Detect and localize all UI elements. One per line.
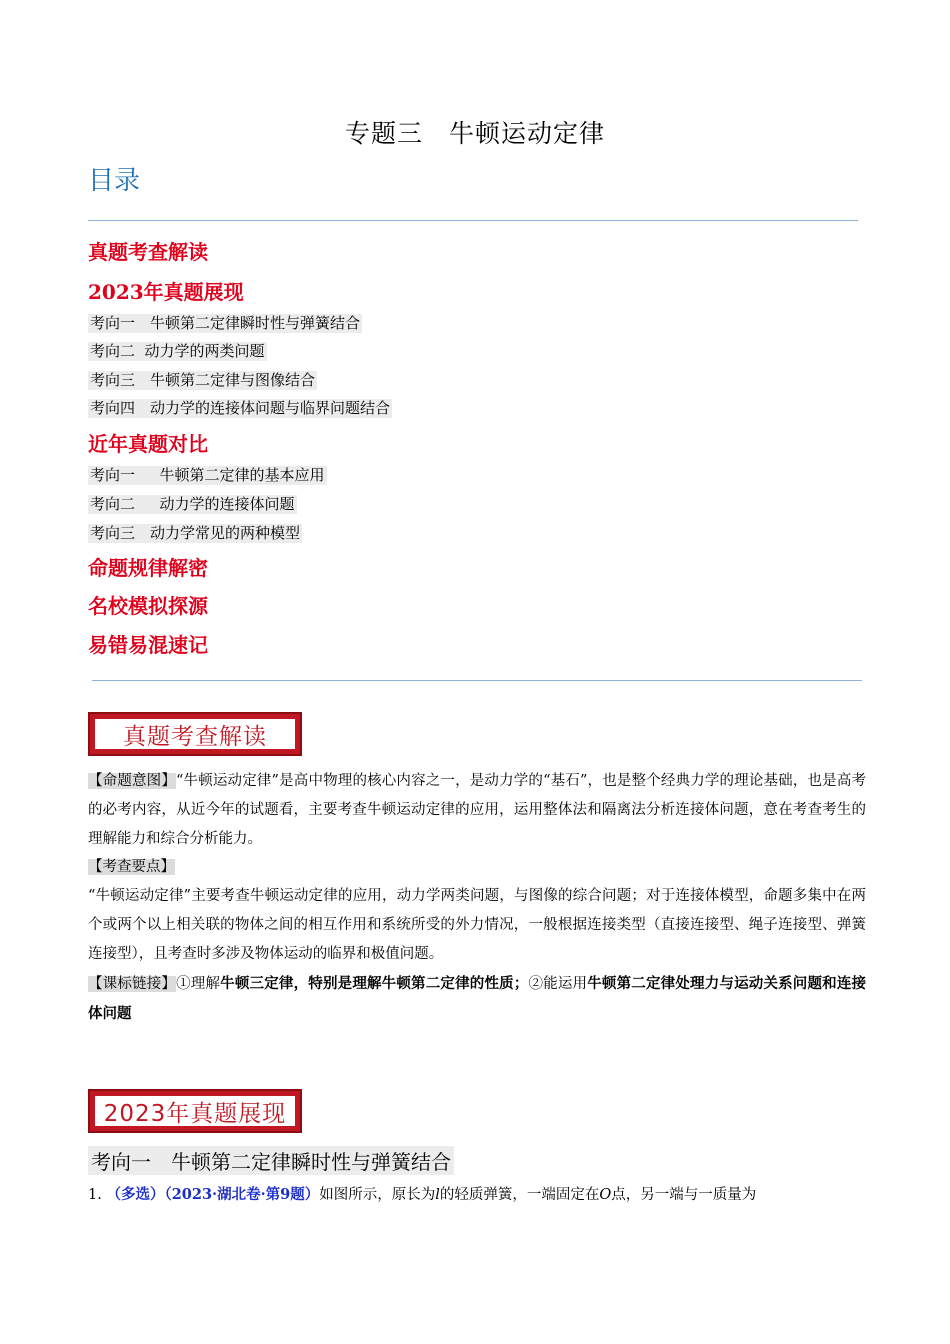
divider: [88, 220, 858, 221]
toc-heading: 目录: [88, 166, 141, 196]
question-number: 1.: [88, 1187, 102, 1203]
curriculum-bold: 牛顿第二定律处理力与运动关系问题和连接体问题: [88, 975, 867, 1022]
points-text: “牛顿运动定律”主要考查牛顿运动定律的应用，动力学两类问题，与图像的综合问题；对于连接体模型，命题多集中在两个或两个以上相关联的物体之间的相互作用和系统所受的外力情况，一般根据连接类型（直接连接型、绳子连接型、弹簧连接型），且考查时多涉及物体运动的临界和极值问题。: [88, 888, 866, 962]
question-text: 如图所示，原长为: [319, 1187, 436, 1203]
question-variable: O: [599, 1187, 612, 1203]
toc-section-4[interactable]: 命题规律解密: [88, 556, 208, 580]
question-text: 的轻质弹簧，一端固定在: [439, 1187, 600, 1203]
toc-section-2[interactable]: 2023年真题展现: [88, 280, 244, 304]
toc-item[interactable]: 考向一 牛顿第二定律的基本应用: [90, 466, 325, 484]
points-tag: 【考查要点】: [88, 859, 175, 875]
question-variable: l: [435, 1187, 440, 1203]
toc-item[interactable]: 考向二 动力学的连接体问题: [90, 495, 295, 513]
intent-text: “牛顿运动定律”是高中物理的核心内容之一，是动力学的“基石”，也是整个经典力学的理论基础，也是高考的必考内容，从近今年的试题看，主要考查牛顿运动定律的应用，运用整体法和隔离法分析连接体问题，意在考查考生的理解能力和综合分析能力。: [88, 773, 866, 847]
divider: [92, 680, 862, 681]
question-source: （2023·湖北卷·第9题）: [164, 1186, 320, 1203]
banner-label: 真题考查解读: [93, 717, 297, 751]
banner-label: 2023年真题展现: [93, 1094, 297, 1128]
toc-section-5[interactable]: 名校模拟探源: [88, 594, 208, 618]
curriculum-text: ②能运用: [528, 976, 588, 992]
toc-item[interactable]: 考向三 动力学常见的两种模型: [90, 524, 301, 542]
toc-item[interactable]: 考向四 动力学的连接体问题与临界问题结合: [90, 399, 391, 417]
toc-item[interactable]: 考向三 牛顿第二定律与图像结合: [90, 371, 316, 389]
curriculum-bold: 牛顿三定律，特别是理解牛顿第二定律的性质；: [220, 975, 529, 992]
curriculum-paragraph: [88, 969, 866, 1029]
question-1: [88, 1183, 756, 1204]
curriculum-tag: 【课标链接】: [88, 976, 177, 992]
section-banner: [88, 712, 302, 756]
intent-paragraph: [88, 767, 866, 854]
direction-heading: 考向一 牛顿第二定律瞬时性与弹簧结合: [88, 1146, 454, 1175]
toc-item[interactable]: 考向二 动力学的两类问题: [90, 342, 265, 360]
toc-section-3[interactable]: 近年真题对比: [88, 432, 208, 456]
toc-item[interactable]: 考向一 牛顿第二定律瞬时性与弹簧结合: [90, 314, 361, 332]
question-tag: （多选）: [106, 1186, 165, 1203]
toc-section-1[interactable]: 真题考查解读: [88, 240, 208, 264]
document-title: 专题三 牛顿运动定律: [344, 119, 605, 148]
intent-tag: 【命题意图】: [88, 773, 176, 789]
toc-section-6[interactable]: 易错易混速记: [88, 633, 208, 657]
curriculum-text: ①理解: [176, 976, 221, 992]
section-banner: [88, 1089, 302, 1133]
question-text: 点，另一端与一质量为: [611, 1187, 757, 1203]
points-paragraph: [88, 853, 866, 969]
